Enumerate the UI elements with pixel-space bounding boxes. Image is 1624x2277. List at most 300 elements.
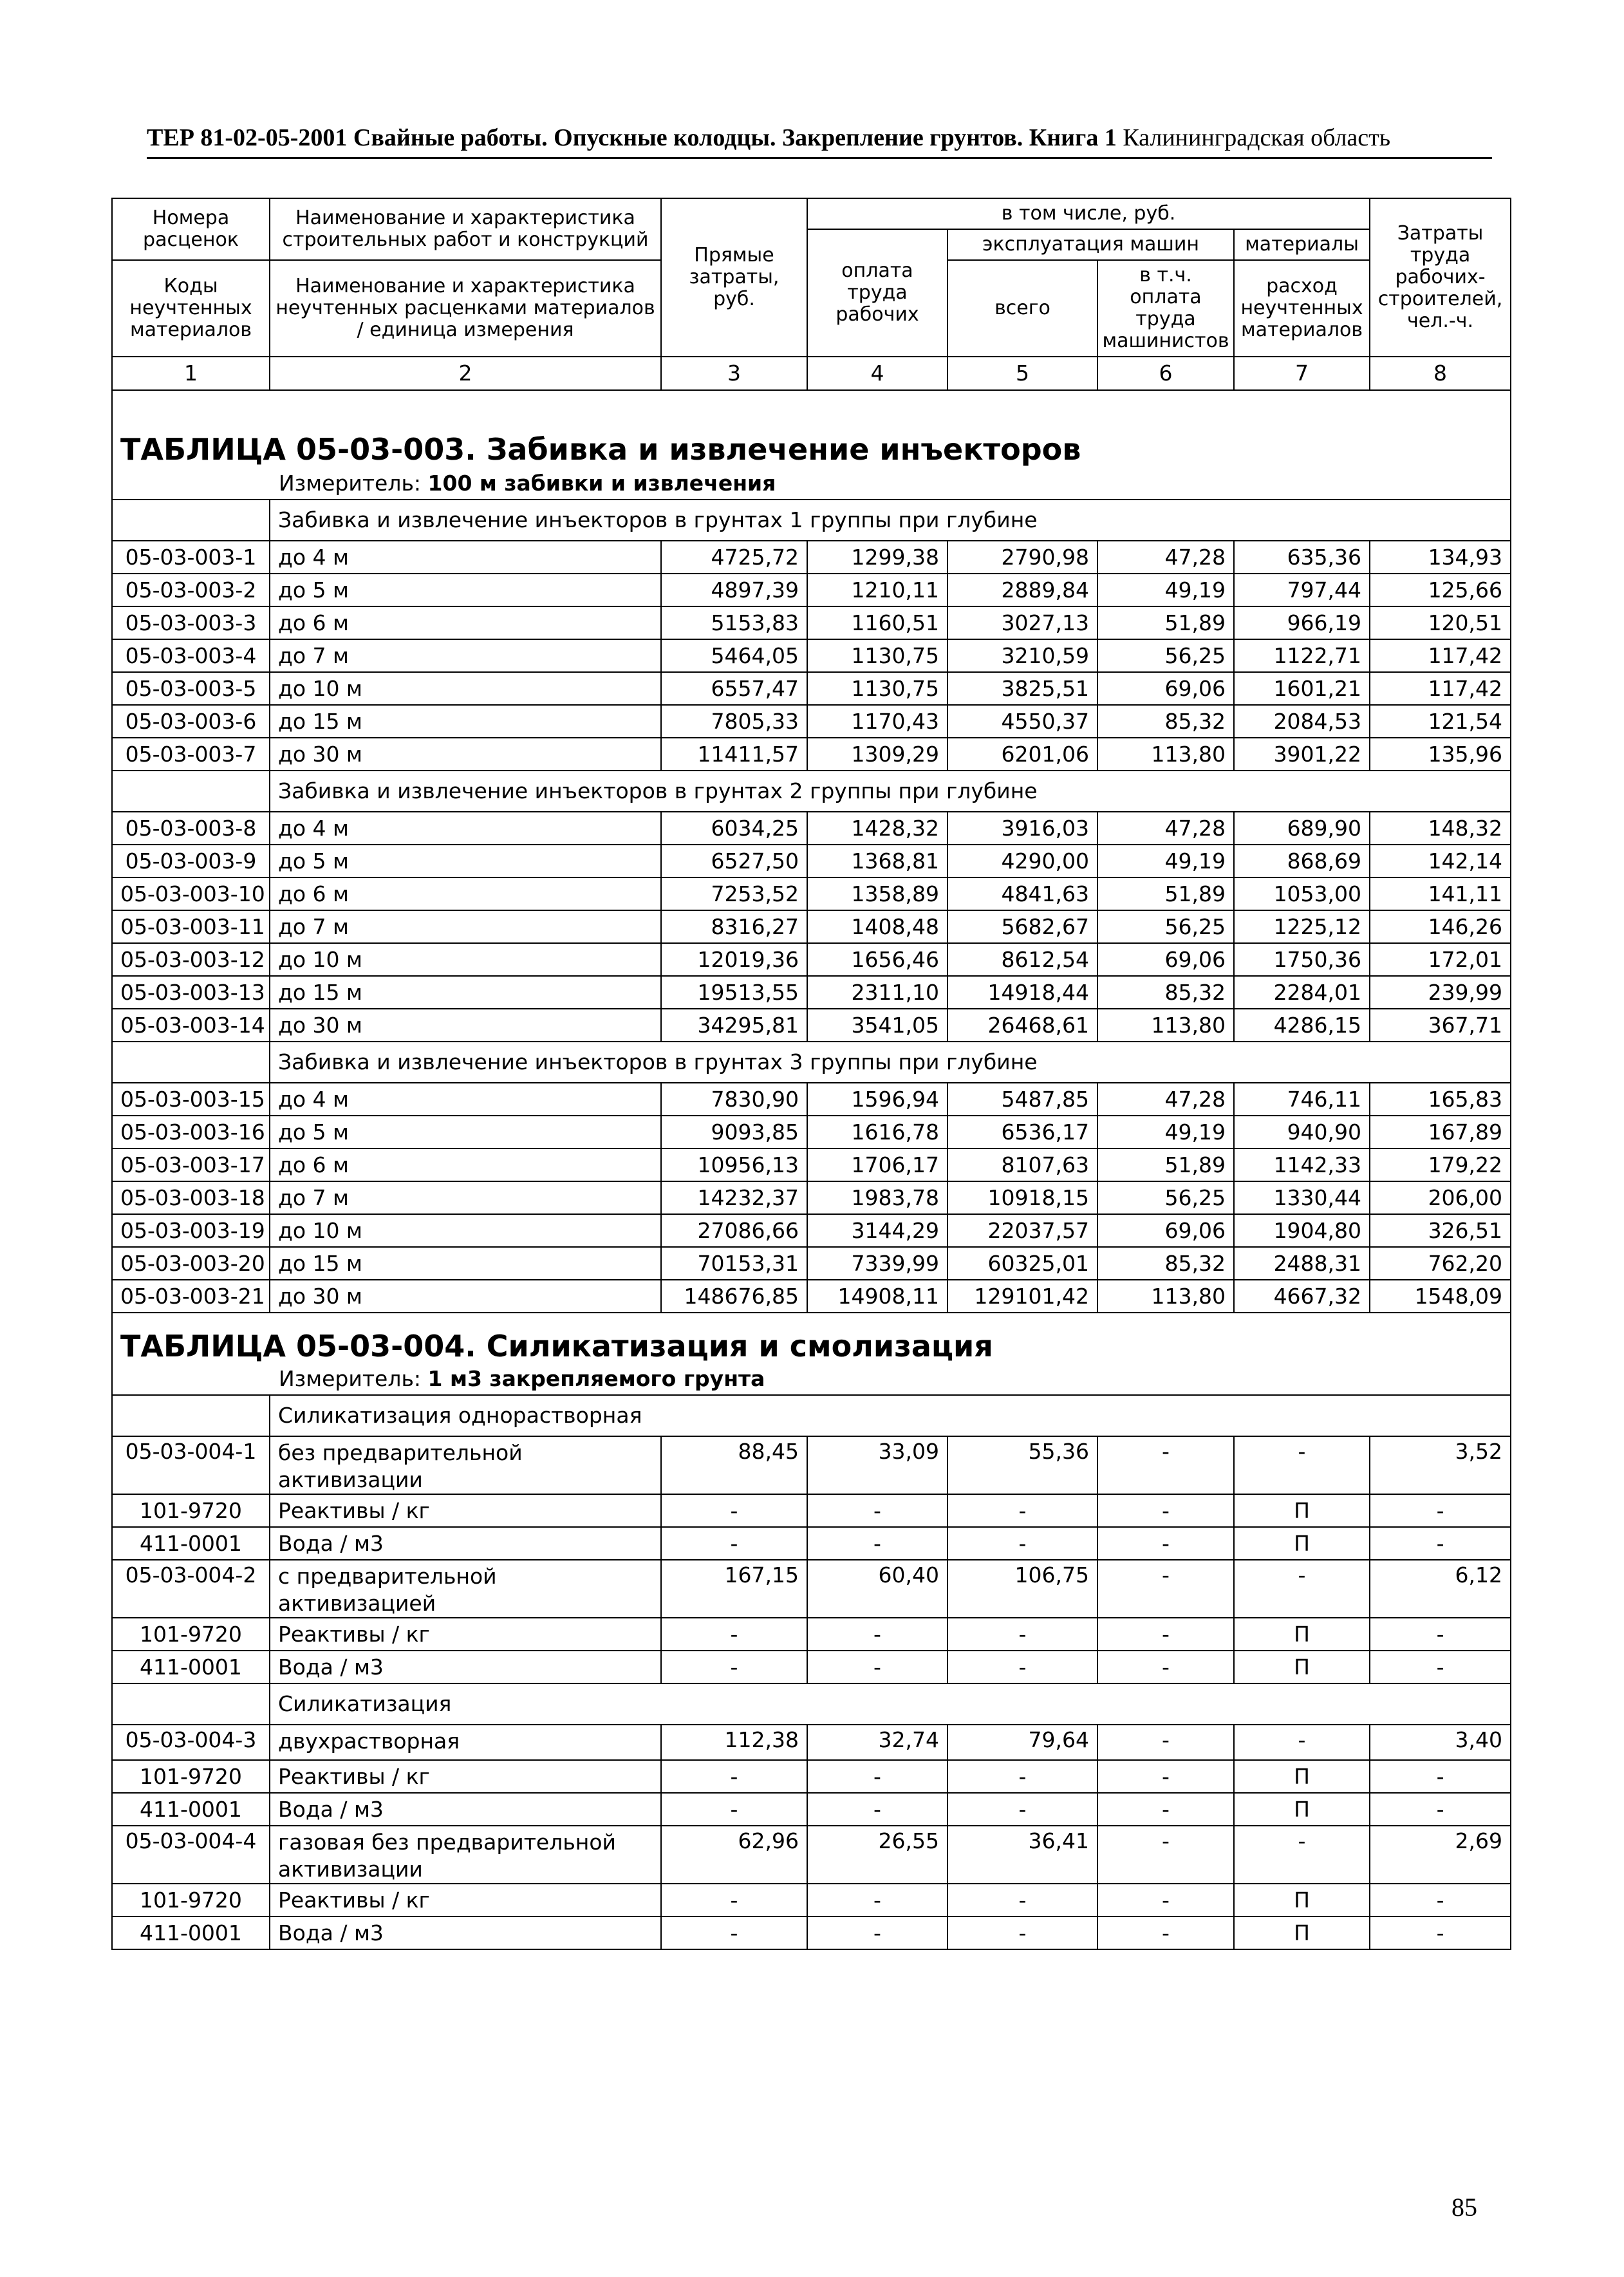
rate-value: 135,96 [1370, 738, 1511, 771]
material-value: - [947, 1651, 1097, 1683]
column-number-row [112, 357, 1511, 390]
table-meter-row [112, 1363, 1511, 1395]
rate-value: 10956,13 [661, 1148, 807, 1181]
rate-value: 940,90 [1234, 1116, 1370, 1148]
rate-value: 3144,29 [807, 1214, 947, 1247]
rate-name: до 7 м [270, 910, 661, 943]
rate-name: газовая без предварительной активизации [270, 1826, 661, 1884]
rate-value: 3027,13 [947, 606, 1097, 639]
rate-value: 4286,15 [1234, 1009, 1370, 1042]
material-value: - [1370, 1884, 1511, 1916]
rate-name: до 30 м [270, 738, 661, 771]
rate-value: 36,41 [947, 1826, 1097, 1884]
table-row [112, 976, 1511, 1009]
rate-value: 966,19 [1234, 606, 1370, 639]
rate-value: 1368,81 [807, 845, 947, 877]
table-row [112, 606, 1511, 639]
rate-value: 5464,05 [661, 639, 807, 672]
rate-value: 6527,50 [661, 845, 807, 877]
material-value: - [1370, 1793, 1511, 1826]
rate-name: до 6 м [270, 877, 661, 910]
material-value: - [807, 1793, 947, 1826]
rate-value: 1428,32 [807, 812, 947, 845]
rate-name: до 7 м [270, 639, 661, 672]
col5-header: всего [947, 260, 1097, 357]
rate-value: 3210,59 [947, 639, 1097, 672]
machines-header: эксплуатация машин [947, 229, 1234, 260]
rate-value: 113,80 [1097, 1280, 1234, 1313]
rate-code: 05-03-003-5 [112, 672, 270, 705]
rate-value: 1548,09 [1370, 1280, 1511, 1313]
rate-value: 1130,75 [807, 672, 947, 705]
material-value: - [1370, 1651, 1511, 1683]
rate-value: 4290,00 [947, 845, 1097, 877]
column-number: 5 [947, 357, 1097, 390]
rate-name: до 4 м [270, 812, 661, 845]
rate-value: 70153,31 [661, 1247, 807, 1280]
table-row [112, 1725, 1511, 1760]
table-cell [112, 1395, 270, 1436]
rate-value: 3541,05 [807, 1009, 947, 1042]
document-region: Калининградская область [1123, 124, 1391, 151]
column-number: 8 [1370, 357, 1511, 390]
document-code: ТЕР 81-02-05-2001 [147, 124, 348, 151]
col3-header: Прямые затраты, руб. [661, 198, 807, 357]
rate-value: 868,69 [1234, 845, 1370, 877]
rate-value: 112,38 [661, 1725, 807, 1760]
rate-value: 6,12 [1370, 1560, 1511, 1618]
rate-value: 4725,72 [661, 541, 807, 574]
col7-header: расход неучтенных материалов [1234, 260, 1370, 357]
rate-value: 47,28 [1097, 812, 1234, 845]
col1-header-bottom: Коды неучтенных материалов [112, 260, 270, 357]
rate-code: 05-03-003-1 [112, 541, 270, 574]
rate-code: 05-03-003-21 [112, 1280, 270, 1313]
meter-value: 1 м3 закрепляемого грунта [427, 1366, 765, 1391]
meter-label: Измеритель: [279, 471, 422, 496]
material-name: Вода / м3 [270, 1793, 661, 1826]
rate-value: 85,32 [1097, 705, 1234, 738]
material-value: - [1097, 1760, 1234, 1793]
rate-value: 1122,71 [1234, 639, 1370, 672]
rates-table [111, 198, 1511, 1950]
rate-value: 5487,85 [947, 1083, 1097, 1116]
material-name: Реактивы / кг [270, 1760, 661, 1793]
column-number: 2 [270, 357, 661, 390]
table-cell [112, 1042, 270, 1083]
rate-value: 85,32 [1097, 976, 1234, 1009]
table-row [112, 1436, 1511, 1494]
material-name: Реактивы / кг [270, 1494, 661, 1527]
rate-value: 165,83 [1370, 1083, 1511, 1116]
material-value: - [1097, 1527, 1234, 1560]
table-row [112, 705, 1511, 738]
rate-value: 1904,80 [1234, 1214, 1370, 1247]
rate-value: 1983,78 [807, 1181, 947, 1214]
table-row [112, 1009, 1511, 1042]
rate-value: 88,45 [661, 1436, 807, 1494]
rate-code: 05-03-003-2 [112, 574, 270, 606]
rate-value: 326,51 [1370, 1214, 1511, 1247]
material-value: - [947, 1618, 1097, 1651]
material-row [112, 1760, 1511, 1793]
rate-value: 746,11 [1234, 1083, 1370, 1116]
col2-header-bottom: Наименование и характеристика неучтенных расценками материалов / единица измерения [270, 260, 661, 357]
rate-value: 8316,27 [661, 910, 807, 943]
rate-value: 6536,17 [947, 1116, 1097, 1148]
rate-code: 05-03-003-4 [112, 639, 270, 672]
rate-value: 11411,57 [661, 738, 807, 771]
rate-name: до 30 м [270, 1280, 661, 1313]
rate-name: до 10 м [270, 1214, 661, 1247]
rate-value: 3916,03 [947, 812, 1097, 845]
rate-value: 14918,44 [947, 976, 1097, 1009]
rate-value: 167,89 [1370, 1116, 1511, 1148]
rate-value: 51,89 [1097, 877, 1234, 910]
rate-value: 367,71 [1370, 1009, 1511, 1042]
rate-value: 19513,55 [661, 976, 807, 1009]
rate-value: 51,89 [1097, 606, 1234, 639]
table-title: ТАБЛИЦА 05-03-004. Силикатизация и смолизация [112, 1313, 1511, 1363]
rate-value: 1299,38 [807, 541, 947, 574]
meter-value: 100 м забивки и извлечения [427, 471, 776, 496]
rate-value: 6034,25 [661, 812, 807, 845]
rate-value: 55,36 [947, 1436, 1097, 1494]
rate-value: - [1234, 1436, 1370, 1494]
rate-value: 79,64 [947, 1725, 1097, 1760]
rate-value: 689,90 [1234, 812, 1370, 845]
material-value: П [1234, 1494, 1370, 1527]
material-value: - [1097, 1793, 1234, 1826]
rate-name: без предварительной активизации [270, 1436, 661, 1494]
rate-name: до 4 м [270, 1083, 661, 1116]
rate-code: 05-03-003-10 [112, 877, 270, 910]
table-row [112, 877, 1511, 910]
rate-value: 26,55 [807, 1826, 947, 1884]
rate-value: 1408,48 [807, 910, 947, 943]
material-row [112, 1793, 1511, 1826]
material-value: П [1234, 1527, 1370, 1560]
rate-value: 121,54 [1370, 705, 1511, 738]
rate-value: 3,40 [1370, 1725, 1511, 1760]
rate-value: - [1234, 1725, 1370, 1760]
table-title: ТАБЛИЦА 05-03-003. Забивка и извлечение инъекторов [112, 390, 1511, 468]
column-number: 6 [1097, 357, 1234, 390]
rate-value: 33,09 [807, 1436, 947, 1494]
material-value: - [1097, 1916, 1234, 1949]
material-code: 101-9720 [112, 1494, 270, 1527]
rate-value: 134,93 [1370, 541, 1511, 574]
rate-value: 1596,94 [807, 1083, 947, 1116]
rate-name: до 5 м [270, 845, 661, 877]
material-value: - [1370, 1494, 1511, 1527]
rate-code: 05-03-004-3 [112, 1725, 270, 1760]
rate-value: - [1097, 1725, 1234, 1760]
group-title-row [112, 1683, 1511, 1725]
rate-code: 05-03-003-9 [112, 845, 270, 877]
material-value: - [661, 1793, 807, 1826]
material-value: - [807, 1651, 947, 1683]
rate-value: 26468,61 [947, 1009, 1097, 1042]
rate-value: 49,19 [1097, 845, 1234, 877]
material-value: П [1234, 1884, 1370, 1916]
material-name: Вода / м3 [270, 1651, 661, 1683]
rate-value: 47,28 [1097, 1083, 1234, 1116]
rate-value: - [1097, 1560, 1234, 1618]
rate-value: 1225,12 [1234, 910, 1370, 943]
table-title-row [112, 1313, 1511, 1363]
rate-code: 05-03-003-14 [112, 1009, 270, 1042]
column-number: 3 [661, 357, 807, 390]
material-value: - [661, 1884, 807, 1916]
rate-value: 1706,17 [807, 1148, 947, 1181]
rate-value: 51,89 [1097, 1148, 1234, 1181]
rate-value: 2488,31 [1234, 1247, 1370, 1280]
rate-value: 148676,85 [661, 1280, 807, 1313]
material-value: - [807, 1916, 947, 1949]
table-row [112, 672, 1511, 705]
material-value: П [1234, 1760, 1370, 1793]
group-title: Забивка и извлечение инъекторов в грунтах 3 группы при глубине [270, 1042, 1511, 1083]
rate-value: 7805,33 [661, 705, 807, 738]
rate-value: 47,28 [1097, 541, 1234, 574]
material-value: - [1097, 1494, 1234, 1527]
rate-value: 62,96 [661, 1826, 807, 1884]
rate-value: 635,36 [1234, 541, 1370, 574]
rate-code: 05-03-004-2 [112, 1560, 270, 1618]
rate-value: 113,80 [1097, 738, 1234, 771]
rate-code: 05-03-003-8 [112, 812, 270, 845]
table-row [112, 910, 1511, 943]
rate-code: 05-03-003-12 [112, 943, 270, 976]
material-code: 101-9720 [112, 1884, 270, 1916]
material-value: - [661, 1494, 807, 1527]
rate-value: 5682,67 [947, 910, 1097, 943]
material-value: - [947, 1793, 1097, 1826]
rate-value: 56,25 [1097, 639, 1234, 672]
material-value: - [947, 1760, 1097, 1793]
col6-header: в т.ч. оплата труда машинистов [1097, 260, 1234, 357]
rate-value: 2790,98 [947, 541, 1097, 574]
rate-value: 69,06 [1097, 1214, 1234, 1247]
material-name: Вода / м3 [270, 1527, 661, 1560]
material-code: 101-9720 [112, 1760, 270, 1793]
material-value: П [1234, 1651, 1370, 1683]
rate-code: 05-03-003-11 [112, 910, 270, 943]
rate-name: с предварительной активизацией [270, 1560, 661, 1618]
material-code: 411-0001 [112, 1651, 270, 1683]
group-title-row [112, 771, 1511, 812]
rate-value: 3825,51 [947, 672, 1097, 705]
material-value: - [947, 1527, 1097, 1560]
material-value: - [947, 1494, 1097, 1527]
material-code: 411-0001 [112, 1793, 270, 1826]
rate-value: 2284,01 [1234, 976, 1370, 1009]
rate-value: 27086,66 [661, 1214, 807, 1247]
rate-value: 2889,84 [947, 574, 1097, 606]
rate-value: 8107,63 [947, 1148, 1097, 1181]
rate-name: до 4 м [270, 541, 661, 574]
table-cell [112, 771, 270, 812]
rate-code: 05-03-003-20 [112, 1247, 270, 1280]
material-value: - [1370, 1916, 1511, 1949]
rate-value: 1601,21 [1234, 672, 1370, 705]
table-row [112, 1560, 1511, 1618]
material-value: - [947, 1884, 1097, 1916]
rate-name: до 30 м [270, 1009, 661, 1042]
material-value: - [661, 1527, 807, 1560]
group-title-row [112, 1042, 1511, 1083]
rate-name: до 15 м [270, 705, 661, 738]
rate-code: 05-03-003-7 [112, 738, 270, 771]
rate-value: 12019,36 [661, 943, 807, 976]
rate-value: 69,06 [1097, 672, 1234, 705]
col8-header: Затраты труда рабочих-строителей, чел.-ч. [1370, 198, 1511, 357]
rate-value: 1170,43 [807, 705, 947, 738]
material-value: - [661, 1618, 807, 1651]
rate-value: 2311,10 [807, 976, 947, 1009]
rate-value: 49,19 [1097, 574, 1234, 606]
material-value: П [1234, 1618, 1370, 1651]
table-row [112, 1181, 1511, 1214]
rate-value: - [1097, 1826, 1234, 1884]
table-meter-row [112, 468, 1511, 500]
table-cell [112, 500, 270, 541]
rate-value: 762,20 [1370, 1247, 1511, 1280]
rate-value: 1142,33 [1234, 1148, 1370, 1181]
col2-header-top: Наименование и характеристика строительных работ и конструкций [270, 198, 661, 260]
col4-header: оплата труда рабочих [807, 229, 947, 357]
col1-header-top: Номера расценок [112, 198, 270, 260]
rate-name: до 15 м [270, 976, 661, 1009]
material-value: - [661, 1760, 807, 1793]
rate-code: 05-03-003-17 [112, 1148, 270, 1181]
material-value: - [1097, 1651, 1234, 1683]
rate-value: - [1234, 1826, 1370, 1884]
material-row [112, 1618, 1511, 1651]
material-name: Реактивы / кг [270, 1884, 661, 1916]
rate-value: 3901,22 [1234, 738, 1370, 771]
rate-name: до 5 м [270, 1116, 661, 1148]
rate-value: 113,80 [1097, 1009, 1234, 1042]
rate-value: 7830,90 [661, 1083, 807, 1116]
material-code: 411-0001 [112, 1527, 270, 1560]
page-header [147, 124, 1492, 159]
rate-value: 60,40 [807, 1560, 947, 1618]
material-value: - [661, 1651, 807, 1683]
rate-value: 1656,46 [807, 943, 947, 976]
incl-header: в том числе, руб. [807, 198, 1370, 229]
rate-value: 6201,06 [947, 738, 1097, 771]
rate-code: 05-03-003-16 [112, 1116, 270, 1148]
rate-value: 129101,42 [947, 1280, 1097, 1313]
table-row [112, 1280, 1511, 1313]
material-row [112, 1651, 1511, 1683]
rate-value: 106,75 [947, 1560, 1097, 1618]
rate-value: 117,42 [1370, 639, 1511, 672]
rate-value: 239,99 [1370, 976, 1511, 1009]
table-row [112, 541, 1511, 574]
table-row [112, 639, 1511, 672]
rate-value: 797,44 [1234, 574, 1370, 606]
table-row [112, 1148, 1511, 1181]
rate-value: 141,11 [1370, 877, 1511, 910]
rate-value: 167,15 [661, 1560, 807, 1618]
rate-code: 05-03-003-13 [112, 976, 270, 1009]
rate-value: 1130,75 [807, 639, 947, 672]
material-value: - [807, 1618, 947, 1651]
group-title: Силикатизация однорастворная [270, 1395, 1511, 1436]
material-value: - [807, 1494, 947, 1527]
material-value: - [661, 1916, 807, 1949]
rate-value: 2084,53 [1234, 705, 1370, 738]
rate-value: 1210,11 [807, 574, 947, 606]
rate-value: 4841,63 [947, 877, 1097, 910]
rate-value: 1330,44 [1234, 1181, 1370, 1214]
document-title: Свайные работы. Опускные колодцы. Закрепление грунтов. Книга 1 [353, 124, 1117, 151]
material-value: П [1234, 1793, 1370, 1826]
table-cell [112, 1683, 270, 1725]
rate-value: 5153,83 [661, 606, 807, 639]
rate-code: 05-03-004-1 [112, 1436, 270, 1494]
rate-value: 7339,99 [807, 1247, 947, 1280]
rate-name: до 10 м [270, 943, 661, 976]
rate-value: 14232,37 [661, 1181, 807, 1214]
material-value: - [1097, 1884, 1234, 1916]
material-row [112, 1884, 1511, 1916]
table-row [112, 574, 1511, 606]
material-value: - [1370, 1527, 1511, 1560]
materials-header: материалы [1234, 229, 1370, 260]
table-meter [112, 468, 1511, 500]
rate-code: 05-03-003-6 [112, 705, 270, 738]
rate-value: 120,51 [1370, 606, 1511, 639]
rate-value: 85,32 [1097, 1247, 1234, 1280]
rate-value: 6557,47 [661, 672, 807, 705]
rate-name: двухрастворная [270, 1725, 661, 1760]
rate-code: 05-03-003-15 [112, 1083, 270, 1116]
table-meter [112, 1363, 1511, 1395]
group-title-row [112, 500, 1511, 541]
material-row [112, 1916, 1511, 1949]
material-row [112, 1527, 1511, 1560]
rate-value: 8612,54 [947, 943, 1097, 976]
rate-name: до 6 м [270, 1148, 661, 1181]
rate-value: 4667,32 [1234, 1280, 1370, 1313]
rate-value: 34295,81 [661, 1009, 807, 1042]
column-number: 4 [807, 357, 947, 390]
rate-name: до 6 м [270, 606, 661, 639]
rate-value: 22037,57 [947, 1214, 1097, 1247]
group-title-row [112, 1395, 1511, 1436]
material-value: - [947, 1916, 1097, 1949]
rate-value: 3,52 [1370, 1436, 1511, 1494]
rate-code: 05-03-003-18 [112, 1181, 270, 1214]
rate-value: 4550,37 [947, 705, 1097, 738]
material-row [112, 1494, 1511, 1527]
rate-value: 1160,51 [807, 606, 947, 639]
rate-name: до 10 м [270, 672, 661, 705]
rate-value: 1309,29 [807, 738, 947, 771]
column-header-row-1 [112, 198, 1511, 229]
rate-value: 9093,85 [661, 1116, 807, 1148]
rate-value: 14908,11 [807, 1280, 947, 1313]
material-code: 411-0001 [112, 1916, 270, 1949]
column-number: 7 [1234, 357, 1370, 390]
rate-value: 179,22 [1370, 1148, 1511, 1181]
rate-value: 4897,39 [661, 574, 807, 606]
material-value: - [807, 1760, 947, 1793]
